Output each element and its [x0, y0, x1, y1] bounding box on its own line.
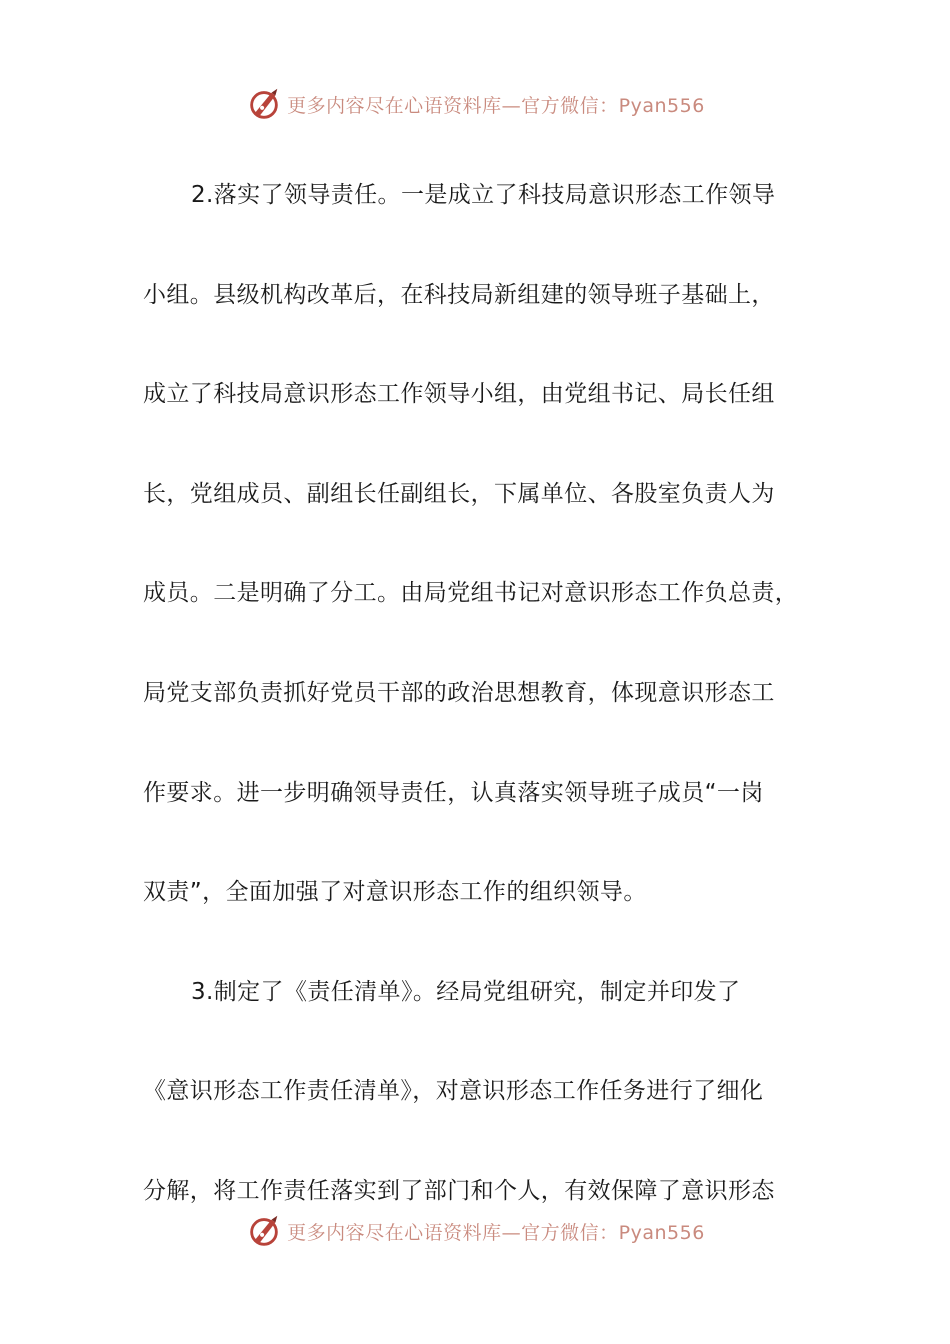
paragraph-line: 3.制定了《责任清单》。经局党组研究，制定并印发了 — [191, 978, 741, 1005]
paragraph-line: 长，党组成员、副组长任副组长，下属单位、各股室负责人为 — [143, 480, 775, 507]
paragraph-line: 局党支部负责抓好党员干部的政治思想教育，体现意识形态工 — [143, 679, 775, 706]
watermark-slogan: 更多内容尽在心语资料库—官方微信： — [287, 1221, 619, 1244]
watermark-wechat-id: Pyan556 — [618, 94, 705, 117]
paragraph-line: 小组。县级机构改革后，在科技局新组建的领导班子基础上， — [143, 281, 775, 308]
watermark-footer — [0, 1209, 950, 1253]
watermark-text — [287, 1218, 705, 1245]
document-body — [143, 146, 823, 1242]
paragraph-line: 成员。二是明确了分工。由局党组书记对意识形态工作负总责， — [143, 580, 799, 607]
paragraph-line: 作要求。进一步明确领导责任，认真落实领导班子成员“一岗 — [143, 779, 764, 806]
watermark-wechat-id: Pyan556 — [618, 1221, 705, 1244]
paragraph-line: 成立了科技局意识形态工作领导小组，由党组书记、局长任组 — [143, 381, 775, 408]
paragraph-line: 分解，将工作责任落实到了部门和个人，有效保障了意识形态 — [143, 1177, 775, 1204]
paragraph-line: 《意识形态工作责任清单》，对意识形态工作任务进行了细化 — [143, 1078, 764, 1105]
paragraph-line: 2.落实了领导责任。一是成立了科技局意识形态工作领导 — [191, 182, 776, 208]
paragraph-line: 双责”，全面加强了对意识形态工作的组织领导。 — [143, 879, 647, 906]
pen-nib-circle-logo-icon — [245, 85, 283, 123]
watermark-header — [0, 82, 950, 126]
watermark-text — [287, 91, 705, 118]
paragraph-leadership-responsibility — [143, 146, 823, 943]
watermark-slogan: 更多内容尽在心语资料库—官方微信： — [287, 94, 619, 117]
pen-nib-circle-logo-icon — [245, 1212, 283, 1250]
paragraph-responsibility-list — [143, 943, 823, 1242]
